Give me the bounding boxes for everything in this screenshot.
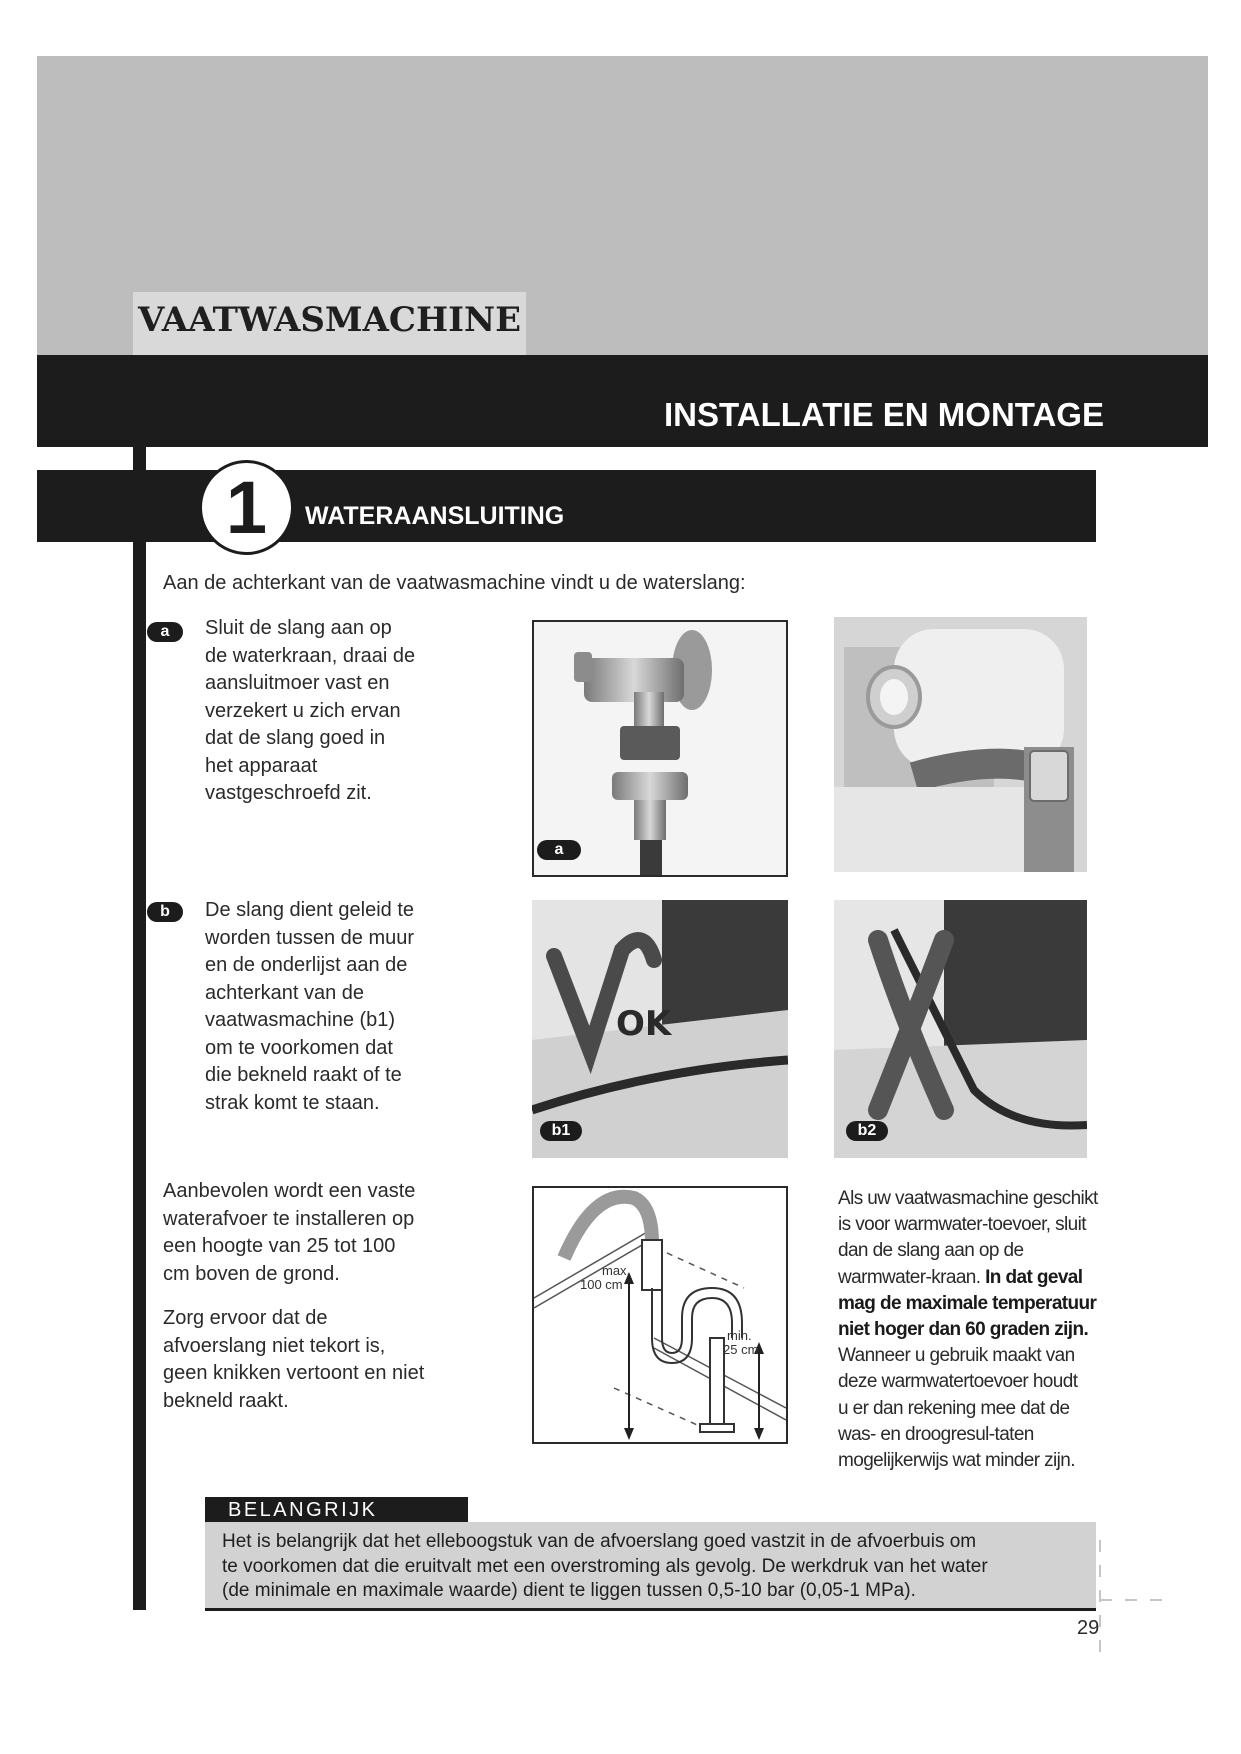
text-span: warmwater-kraan. (838, 1266, 986, 1288)
crop-mark (1099, 1540, 1101, 1552)
intro-text: Aan de achterkant van de vaatwasmachine vindt u de waterslang: (163, 572, 746, 594)
text-line: dat de slang goed in (205, 727, 386, 749)
min-label-line-2: 25 cm (723, 1342, 759, 1357)
emphasis-text: mag de maximale temperatuur (838, 1292, 1097, 1314)
crop-mark (1100, 1599, 1112, 1601)
important-text (222, 1530, 1084, 1604)
crop-mark (1099, 1640, 1101, 1652)
figure-b2-label: b2 (846, 1121, 888, 1141)
text-line: u er dan rekening mee dat de (838, 1397, 1070, 1419)
drain-hose (564, 1197, 652, 1258)
step-number: 1 (225, 466, 268, 549)
badge-b: b (147, 902, 183, 922)
text-line: De slang dient geleid te (205, 899, 415, 921)
max-label-line-2: 100 cm (580, 1277, 623, 1292)
text-line: Wanneer u gebruik maakt van (838, 1345, 1075, 1367)
drain-paragraph-1 (163, 1178, 463, 1288)
step-band (37, 470, 1096, 542)
drain-pipe (710, 1338, 724, 1428)
text-line: aansluitmoer vast en (205, 672, 390, 694)
emphasis-text: niet hoger dan 60 graden zijn. (838, 1319, 1089, 1341)
text-line: Sluit de slang aan op (205, 617, 392, 639)
text-line: dan de slang aan op de (838, 1240, 1024, 1262)
left-rule (133, 447, 146, 1610)
diagram-line (614, 1388, 704, 1428)
diagram-line (534, 1238, 654, 1308)
ok-mark-text: OK (616, 1004, 672, 1044)
figure-b1-photo (532, 900, 788, 1158)
crop-mark (1099, 1565, 1101, 1577)
hot-water-note (838, 1186, 1118, 1474)
item-a-text (205, 615, 465, 808)
min-label-line-1: min. (727, 1328, 752, 1343)
text-line: een hoogte van 25 tot 100 (163, 1235, 396, 1257)
crop-mark (1150, 1599, 1162, 1601)
figure-drain-diagram (532, 1186, 788, 1444)
text-line: het apparaat (205, 754, 318, 777)
brand-title: VAATWASMACHINE (138, 300, 521, 340)
text-line: worden tussen de muur (205, 926, 415, 949)
drain-pipe (642, 1240, 662, 1290)
text-line: is voor warmwater-toevoer, sluit (838, 1214, 1086, 1236)
text-line: Als uw vaatwasmachine geschikt (838, 1188, 1098, 1209)
figure-a-label: a (537, 840, 581, 860)
figure-hose-connection-photo (834, 617, 1087, 872)
text-line: mogelijkerwijs wat minder zijn. (838, 1450, 1075, 1472)
text-line: de waterkraan, draai de (205, 644, 416, 667)
item-b-text (205, 897, 465, 1117)
min-height-arrow (754, 1428, 764, 1440)
page-number: 29 (1077, 1617, 1100, 1639)
text-line: afvoerslang niet tekort is, (163, 1334, 386, 1357)
max-label-line-1: max. (602, 1263, 631, 1278)
text-line: Het is belangrijk dat het elleboogstuk van de afvoerslang goed vastzit in de afvoerbuis om (222, 1531, 977, 1552)
text-line: om te voorkomen dat (205, 1036, 393, 1059)
crop-mark (1125, 1599, 1137, 1601)
max-height-arrow (624, 1428, 634, 1440)
text-line: cm boven de grond. (163, 1262, 340, 1285)
text-line: vastgeschroefd zit. (205, 782, 372, 804)
text-line: bekneld raakt. (163, 1389, 289, 1412)
figure-b1-label: b1 (540, 1121, 582, 1141)
important-label: BELANGRIJK (228, 1499, 378, 1521)
text-line: te voorkomen dat die eruitvalt met een overstroming als gevolg. De werkdruk van het water (222, 1555, 988, 1577)
diagram-line (656, 1248, 744, 1288)
text-line: (de minimale en maximale waarde) dient te liggen tussen 0,5-10 bar (0,05-1 MPa). (222, 1580, 916, 1601)
text-line: die bekneld raakt of te (205, 1064, 402, 1086)
text-line: strak komt te staan. (205, 1091, 380, 1114)
text-line: was- en droogresul-taten (838, 1423, 1034, 1445)
text-line (838, 1317, 1118, 1343)
text-line: geen knikken vertoont en niet (163, 1362, 425, 1384)
text-line: achterkant van de (205, 981, 364, 1004)
text-line: vaatwasmachine (b1) (205, 1009, 396, 1031)
figure-a-photo (532, 620, 788, 877)
text-line: verzekert u zich ervan (205, 699, 401, 722)
text-line: Zorg ervoor dat de (163, 1307, 328, 1329)
text-line (838, 1291, 1118, 1317)
badge-a: a (147, 622, 183, 642)
text-line: deze warmwatertoevoer houdt (838, 1371, 1078, 1393)
drain-pipe (700, 1424, 734, 1432)
text-line (838, 1265, 1118, 1291)
text-line: en de onderlijst aan de (205, 954, 408, 976)
step-title: WATERAANSLUITING (305, 502, 565, 530)
drain-paragraph-2 (163, 1305, 463, 1415)
figure-b2-photo (834, 900, 1087, 1158)
text-line: waterafvoer te installeren op (163, 1207, 415, 1230)
section-title: INSTALLATIE EN MONTAGE (664, 396, 1104, 433)
crop-mark (1099, 1615, 1101, 1627)
emphasis-text: In dat geval (985, 1266, 1083, 1288)
text-line: Aanbevolen wordt een vaste (163, 1180, 416, 1202)
